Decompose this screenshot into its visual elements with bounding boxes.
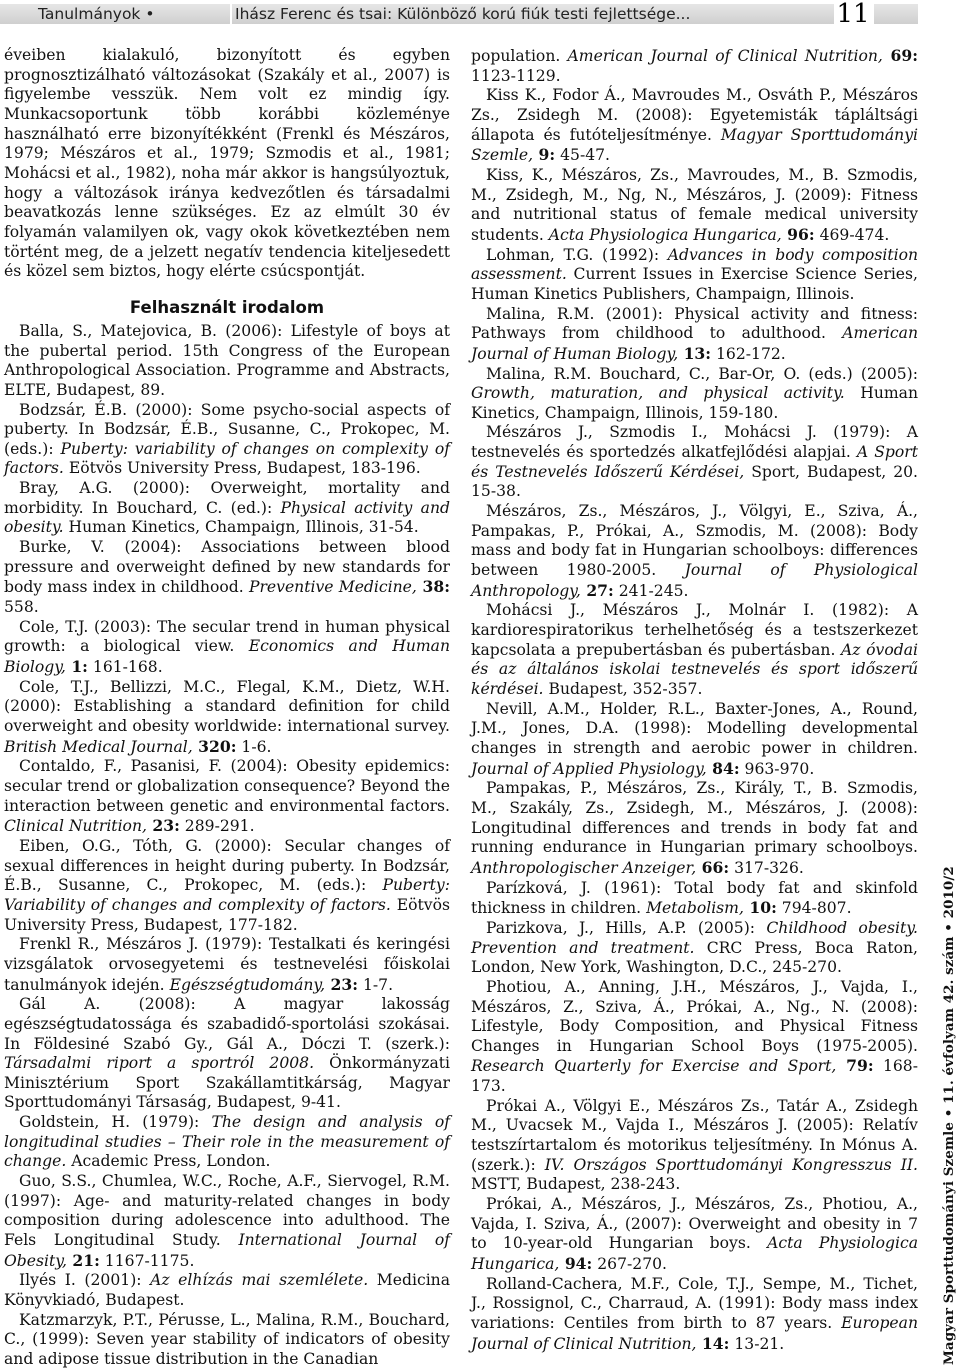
reference-entry xyxy=(471,779,918,878)
reference-entry xyxy=(4,538,450,618)
ref-pages: 1167-1175. xyxy=(99,1251,195,1270)
ref-source: British Medical Journal, xyxy=(4,737,193,756)
ref-source: Clinical Nutrition, xyxy=(4,817,147,836)
reference-entry xyxy=(471,423,918,502)
reference-list-left xyxy=(4,322,450,1370)
ref-pages: 13-21. xyxy=(729,1334,785,1353)
ref-source: IV. Országos Sporttudományi Kongresszus II. xyxy=(544,1155,918,1174)
ref-pages: 963-970. xyxy=(739,759,815,778)
ref-text: Bray, A.G. (2000): Overweight, mortality and morbidity. In Bouchard, C. (ed.): xyxy=(4,479,450,517)
ref-source: Az óvodai és az általános iskolai testnevelés és sport időszerű kérdései. xyxy=(471,640,918,698)
ref-volume: 10: xyxy=(743,898,777,918)
ref-pages: MSTT, Budapest, 238-243. xyxy=(471,1175,681,1194)
ref-source: International Journal of Obesity, xyxy=(4,1231,450,1270)
ref-text: population. xyxy=(471,47,568,65)
reference-entry xyxy=(471,700,918,780)
reference-entry xyxy=(471,305,918,365)
ref-source: Journal of Applied Physiology, xyxy=(471,759,707,778)
ref-pages: Budapest, 352-357. xyxy=(543,680,703,698)
reference-entry xyxy=(4,1172,450,1271)
ref-pages: Önkormányzati Minisztérium Sport Szakállamtitkárság, Magyar Sporttudományi Társaság, Budapest, 9-41. xyxy=(4,1054,450,1112)
ref-text: Lohman, T.G. (1992): xyxy=(486,245,668,264)
ref-text: Gál A. (2008): A magyar lakosság egészségtudatossága és szabadidő-sportolási szokásai. In Földesiné Szabó Gy., Gál A., Dóczi T. (szerk.): xyxy=(4,995,450,1053)
reference-entry xyxy=(4,1311,450,1370)
reference-entry xyxy=(471,166,918,246)
ref-text: Mészáros J., Szmodis I., Mohácsi J. (1979): A testnevelés és sportedzés alkatfejlődési alapjai. xyxy=(471,423,918,462)
reference-entry xyxy=(4,1113,450,1172)
reference-entry xyxy=(471,86,918,166)
ref-pages: Human Kinetics, Champaign, Illinois, 31-54. xyxy=(63,518,419,537)
ref-text: Parízková, J. (1961): Total body fat and skinfold thickness in children. xyxy=(471,878,918,918)
ref-source: European Journal of Clinical Nutrition, xyxy=(471,1314,918,1353)
ref-pages: Human Kinetics, Champaign, Illinois, 159-180. xyxy=(471,384,918,422)
references-heading: Felhasznált irodalom xyxy=(129,297,325,317)
ref-text: Cole, T.J., Bellizzi, M.C., Flegal, K.M., Dietz, W.H. (2000): Establishing a standard definition for child overweight and obesity worldwide: international survey. xyxy=(4,677,450,735)
ref-source: Advances in body composition assessment. xyxy=(471,245,918,284)
ref-volume: 23: xyxy=(325,974,359,994)
ref-pages: 1-7. xyxy=(358,975,394,994)
ref-text: Katzmarzyk, P.T., Pérusse, L., Malina, R.M., Bouchard, C., (1999): Seven year stability of indicators of obesity and adipose tissue distribution in the Canadian xyxy=(4,1310,450,1368)
reference-entry xyxy=(471,1195,918,1275)
journal-issue-label: Magyar Sporttudományi Szemle • 11. évfolyam 42. szám • 2010/2 xyxy=(941,866,957,1365)
ref-source: Growth, maturation, and physical activity. xyxy=(471,384,845,403)
ref-pages: 241-245. xyxy=(613,581,689,600)
ref-source: Puberty: Variability of changes and complexity of factors. xyxy=(4,876,450,914)
reference-list-right xyxy=(471,86,918,1354)
ref-text: Mészáros, Zs., Mészáros, J., Völgyi, E., Sziva, Á., Pampakas, P., Prókai, A., Szmodis, M. (2008): Body mass and body fat in Hungarian schoolboys: differences between 1980-2005. xyxy=(471,502,918,580)
ref-volume: 9: xyxy=(533,145,556,165)
ref-source: Magyar Sporttudományi Szemle, xyxy=(471,125,918,165)
reference-entry xyxy=(471,246,918,305)
reference-entry xyxy=(4,837,450,935)
ref-source: Acta Physiologica Hungarica, xyxy=(548,225,782,244)
ref-text: Photiou, A., Anning, J.H., Mészáros, J., Vajda, I., Mészáros, Z., Sziva, Á., Prókai, A., Ng., N. (2008): Lifestyle, Body Composition, and Physical Fitness Changes in Hungarian School Boys (1975-2005). xyxy=(471,977,918,1055)
ref-pages: 794-807. xyxy=(776,899,852,918)
ref-source: The design and analysis of longitudinal studies – Their role in the measurement of change. xyxy=(4,1113,450,1171)
ref-pages: CRC Press, Boca Raton, London, New York, Washington, D.C., 245-270. xyxy=(471,938,918,977)
ref-pages: 162-172. xyxy=(711,344,786,363)
ref-pages: 289-291. xyxy=(179,817,255,836)
ref-volume: 14: xyxy=(696,1333,730,1353)
ref-source: Az elhízás mai szemlélete. xyxy=(150,1271,369,1290)
ref-volume: 96: xyxy=(781,224,815,244)
ref-pages: Eötvös University Press, Budapest, 177-182. xyxy=(4,895,450,934)
ref-source: Társadalmi riport a sportról 2008. xyxy=(4,1054,315,1073)
ref-volume: 23: xyxy=(146,816,180,836)
ref-pages: Academic Press, London. xyxy=(66,1152,271,1171)
ref-pages: 168-173. xyxy=(471,1057,918,1096)
ref-pages: Eötvös University Press, Budapest, 183-196. xyxy=(63,459,421,478)
ref-text: Mohácsi J., Mészáros J., Molnár I. (1982): A kardiorespiratorikus terhelhetőség és a testszerkezet kapcsolata a prepubertásban és pubertásban. xyxy=(471,601,918,659)
reference-entry xyxy=(471,919,918,978)
ref-source: A Sport és Testnevelés Időszerű Kérdései, xyxy=(471,443,918,481)
ref-text: Cole, T.J. (2003): The secular trend in human physical growth: a biological view. xyxy=(4,617,450,656)
ref-pages: 317-326. xyxy=(729,858,804,877)
ref-text: Guo, S.S., Chumlea, W.C., Roche, A.F., Siervogel, R.M. (1997): Age- and maturity-related changes in body composition during adolescence into adulthood. The Fels Longitudinal Study. xyxy=(4,1172,450,1250)
ref-text: Goldstein, H. (1979): xyxy=(19,1113,212,1132)
reference-entry xyxy=(471,1275,918,1355)
ref-volume: 94: xyxy=(559,1254,593,1274)
ref-text: Rolland-Cachera, M.F., Cole, T.J., Sempe, M., Tichet, J., Rossignol, C., Charraud, A. (1991): Body mass index variations: Centiles from birth to 87 years. xyxy=(471,1274,918,1332)
ref-pages: 161-168. xyxy=(87,658,163,677)
reference-entry xyxy=(4,757,450,837)
ref-text: Malina, R.M. Bouchard, C., Bar-Or, O. (eds.) (2005): xyxy=(486,364,918,383)
ref-source: Preventive Medicine, xyxy=(248,578,417,597)
ref-volume: 27: xyxy=(580,580,614,600)
ref-text: Prókai A., Völgyi E., Mészáros Zs., Tatár A., Zsidegh M., Uvacsek M., Vajda I., Mészáros J. (2005): Relatív testszírtartalom és motorikus teljesítmény. In Mónus A. (szerk.): xyxy=(471,1096,918,1174)
reference-continuation xyxy=(471,46,918,86)
reference-entry xyxy=(4,935,450,995)
header-band-right xyxy=(874,4,918,24)
header-article-title: Ihász Ferenc és tsai: Különböző korú fiúk testi fejlettsége... xyxy=(235,5,691,23)
ref-source: Research Quarterly for Exercise and Sport, xyxy=(471,1057,837,1076)
ref-pages: 267-270. xyxy=(592,1255,668,1274)
ref-pages: 45-47. xyxy=(555,146,611,165)
reference-entry xyxy=(4,479,450,538)
ref-volume: 21: xyxy=(66,1250,100,1270)
right-column xyxy=(471,46,918,1354)
reference-entry xyxy=(4,618,450,678)
reference-entry xyxy=(471,365,918,424)
ref-pages: Medicina Könyvkiadó, Budapest. xyxy=(4,1271,451,1310)
ref-pages: 1-6. xyxy=(236,737,272,756)
reference-entry xyxy=(4,322,450,401)
reference-entry xyxy=(471,879,918,919)
reference-entry xyxy=(4,1271,450,1310)
ref-text: Kiss K., Fodor Á., Mavroudes M., Osváth P., Mészáros Zs., Zsidegh M. (2008): Egyetemisták tápláltsági állapota és futóteljesítménye. xyxy=(471,86,918,144)
left-column xyxy=(4,46,450,1370)
ref-pages: 558. xyxy=(4,598,39,617)
ref-text: Contaldo, F., Pasanisi, F. (2004): Obesity epidemics: secular trend or globalization consequence? Beyond the interaction between genetic and environmental factors. xyxy=(4,757,450,815)
reference-entry xyxy=(4,995,450,1113)
ref-source: Anthropologischer Anzeiger, xyxy=(471,858,697,877)
ref-source: Economics and Human Biology, xyxy=(4,637,450,677)
ref-volume: 13: xyxy=(678,343,712,363)
ref-pages: Current Issues in Exercise Science Series, Human Kinetics Publishers, Champaign, Illinois. xyxy=(471,265,918,303)
body-paragraph: éveiben kialakuló, bizonyított és egyben prognosztizálható változásokat (Szakály et al., 2007) is figyelembe vesszük. Nem volt ez mindig így. Munkacsoportunk több korábbi közleménye használható erre bizonyítékként (Frenkl és Mészáros, 1979; Mészáros et al., 1979; Szmodis et al., 1981; Mohácsi et al., 1982), noha már akkor is hangsúlyoztuk, hogy a változások iránya kedvezőtlen és társadalmi beavatkozás lenne szükséges. Ez az elmúlt 30 év folyamán valamilyen ok, vagy okok következtében nem történt meg, de a jelzett negatív tendencia kiteljesedett és közel sem biztos, hogy elérte csúcspontját. xyxy=(4,46,450,281)
ref-text: Balla, S., Matejovica, B. (2006): Lifestyle of boys at the pubertal period. 15th Congress of the European Anthropological Association. Programme and Abstracts, ELTE, Budapest, 89. xyxy=(4,321,450,399)
ref-text: Nevill, A.M., Holder, R.L., Baxter-Jones, A., Round, J.M., Jones, D.A. (1998): Modelling developmental changes in strength and aerobic power in children. xyxy=(471,699,918,757)
reference-entry xyxy=(471,1097,918,1195)
header-section-label: Tanulmányok • xyxy=(38,5,155,23)
reference-entry xyxy=(4,401,450,480)
ref-volume: 84: xyxy=(706,758,740,778)
ref-pages: Sport, Budapest, 20. 15-38. xyxy=(471,462,918,501)
ref-text: Malina, R.M. (2001): Physical activity and fitness: Pathways from childhood to adulthood. xyxy=(471,304,918,343)
ref-text: Ilyés I. (2001): xyxy=(19,1271,151,1290)
ref-text: Prókai, A., Mészáros, J., Mészáros, Zs., Photiou, A., Vajda, I. Sziva, Á., (2007): Overweight and obesity in 7 to 10-year-old Hungarian boys. xyxy=(471,1195,918,1253)
ref-volume: 69: xyxy=(882,46,918,65)
ref-source: Childhood obesity. Prevention and treatment. xyxy=(471,918,918,957)
ref-volume: 66: xyxy=(696,857,730,877)
ref-source: American Journal of Clinical Nutrition, xyxy=(567,47,883,65)
ref-text: Kiss, K., Mészáros, Zs., Mavroudes, M., B. Szmodis, M., Zsidegh, M., Ng, N., Mészáros, J. (2009): Fitness and nutritional status of female medical university students. xyxy=(471,165,918,244)
ref-source: Journal of Physiological Anthropology, xyxy=(471,561,918,600)
ref-text: Bodzsár, É.B. (2000): Some psycho-social aspects of puberty. In Bodzsár, É.B., Susanne, C., Prokopec, M. (eds.): xyxy=(4,400,450,458)
ref-volume: 1: xyxy=(65,657,88,677)
reference-entry xyxy=(471,601,918,699)
ref-text: Burke, V. (2004): Associations between blood pressure and overweight defined by new standards for body mass index in childhood. xyxy=(4,538,450,597)
running-header xyxy=(0,0,960,30)
ref-source: American Journal of Human Biology, xyxy=(471,324,918,363)
ref-text: Pampakas, P., Mészáros, Zs., Király, T., B. Szmodis, M., Szakály, Zs., Zsidegh, M., Mészáros, J. (2008): Longitudinal differences and trends in body fat and running endurance in Hungarian primary schoolboys. xyxy=(471,779,918,857)
ref-volume: 38: xyxy=(416,577,450,597)
journal-sidebar xyxy=(931,866,960,1365)
ref-source: Acta Physiologica Hungarica, xyxy=(471,1234,918,1274)
ref-source: Physical activity and obesity. xyxy=(4,498,450,537)
ref-pages: 469-474. xyxy=(814,225,890,244)
ref-text: Parizkova, J., Hills, A.P. (2005): xyxy=(486,918,767,937)
reference-entry xyxy=(471,978,918,1097)
ref-source: Egészségtudomány, xyxy=(169,975,326,994)
ref-text: Eiben, O.G., Tóth, G. (2000): Secular changes of sexual differences in height during puberty. In Bodzsár, É.B., Susanne, C., Prokopec, M. (eds.): xyxy=(4,836,450,895)
reference-entry xyxy=(471,502,918,601)
ref-source: Metabolism, xyxy=(646,899,744,918)
ref-source: Puberty: variability of changes on complexity of factors. xyxy=(4,439,450,478)
ref-pages: 1123-1129. xyxy=(471,66,561,85)
reference-entry xyxy=(4,678,450,758)
ref-text: Frenkl R., Mészáros J. (1979): Testalkati és keringési vizsgálatok orvosegyetemi és testnevelési főiskolai tanulmányok idején. xyxy=(4,935,450,994)
ref-volume: 320: xyxy=(192,736,237,756)
page-number: 11 xyxy=(836,0,870,29)
ref-volume: 79: xyxy=(836,1056,874,1076)
